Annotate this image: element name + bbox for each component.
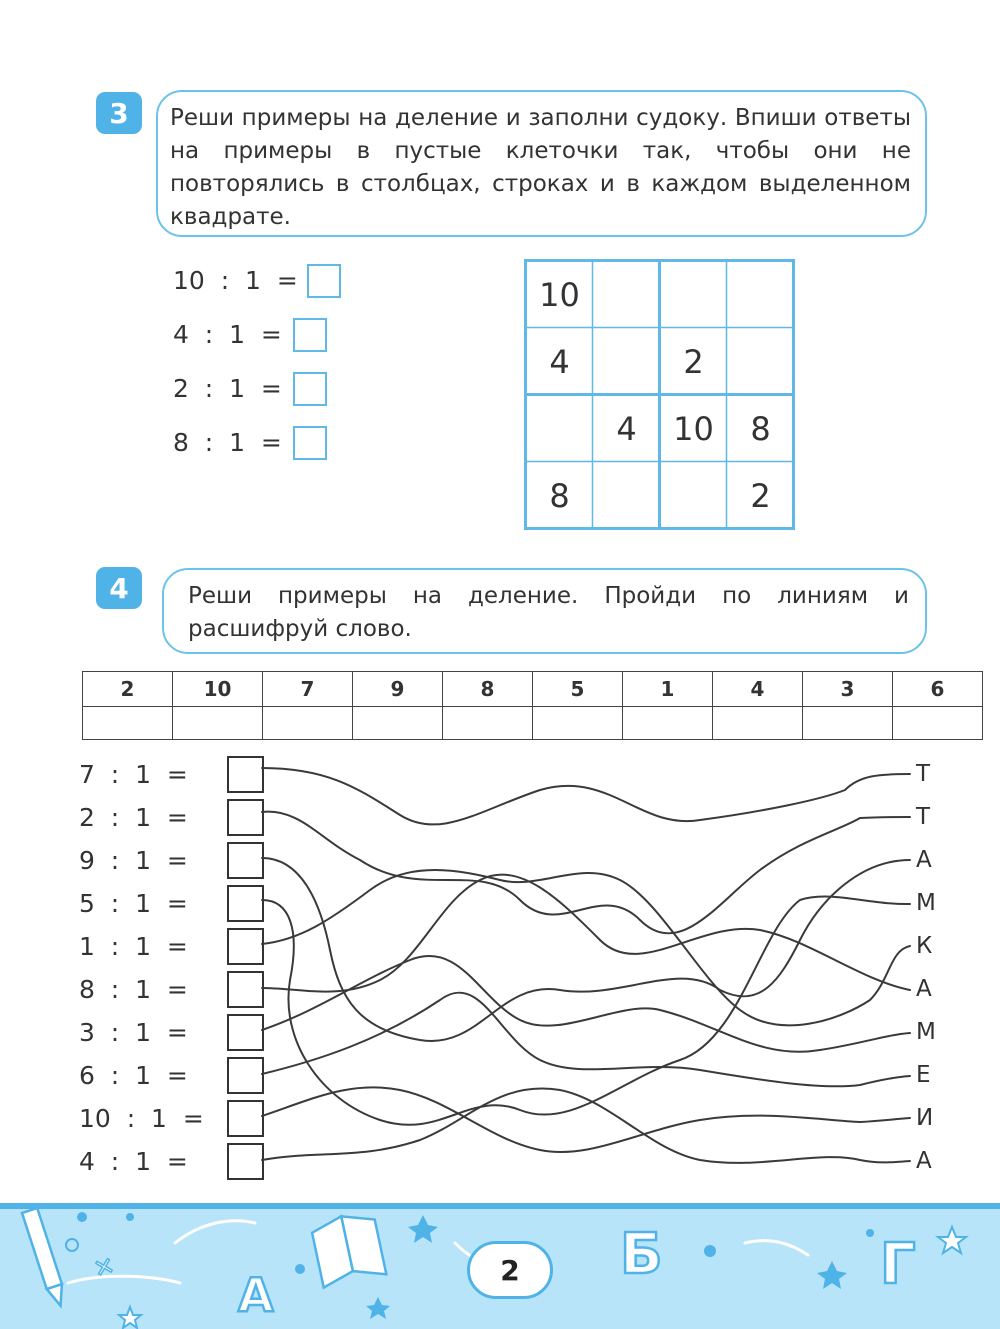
maze-letter: И bbox=[916, 1105, 934, 1131]
maze-line-10 bbox=[262, 1088, 910, 1162]
code-header-cell: 8 bbox=[443, 672, 533, 707]
task4-number-badge: 4 bbox=[96, 567, 142, 609]
maze-line-8 bbox=[262, 993, 910, 1087]
task3-equation: 10 : 1 = bbox=[173, 266, 298, 295]
pencil-icon bbox=[22, 1208, 68, 1308]
code-header-cell: 10 bbox=[173, 672, 263, 707]
book-icon bbox=[310, 1210, 386, 1288]
sudoku-cell: 2 bbox=[750, 476, 771, 515]
maze-line-7 bbox=[262, 956, 910, 1052]
maze-line-6 bbox=[262, 875, 910, 992]
task3-equation: 2 : 1 = bbox=[173, 374, 282, 403]
maze-line-1 bbox=[262, 768, 910, 825]
sudoku-cell: 8 bbox=[549, 476, 570, 515]
sudoku-cell: 2 bbox=[683, 342, 704, 381]
deco-letter-a: А bbox=[238, 1268, 274, 1322]
task4-instruction-text: Реши примеры на деление. Пройди по линиям и расшифруй слово. bbox=[188, 583, 909, 642]
sudoku-cell: 8 bbox=[750, 409, 771, 448]
maze-letter: К bbox=[916, 933, 933, 959]
task4-equation: 9 : 1 = bbox=[79, 846, 188, 875]
maze-letter: Е bbox=[916, 1062, 931, 1088]
maze-line-5 bbox=[262, 870, 910, 1025]
maze-letter: А bbox=[916, 976, 932, 1002]
deco-letter-g: Г bbox=[880, 1232, 916, 1297]
sudoku-cell: 10 bbox=[539, 275, 580, 314]
code-header-cell: 2 bbox=[83, 672, 173, 707]
sudoku-cell: 10 bbox=[673, 409, 714, 448]
task4-equation: 1 : 1 = bbox=[79, 932, 188, 961]
task4-equation: 6 : 1 = bbox=[79, 1061, 188, 1090]
deco-letter-b: Б bbox=[620, 1222, 663, 1287]
task4-equation: 5 : 1 = bbox=[79, 889, 188, 918]
maze-letter: М bbox=[916, 890, 936, 916]
maze-letter: М bbox=[916, 1019, 936, 1045]
sudoku-cell: 4 bbox=[616, 409, 637, 448]
task4-equation: 3 : 1 = bbox=[79, 1018, 188, 1047]
svg-text:+: + bbox=[86, 1245, 123, 1287]
code-header-cell: 5 bbox=[533, 672, 623, 707]
task4-equation: 10 : 1 = bbox=[79, 1104, 204, 1133]
maze-line-4 bbox=[262, 897, 910, 1125]
maze-letter: А bbox=[916, 1148, 932, 1174]
maze-letter: А bbox=[916, 847, 932, 873]
task3-number-badge: 3 bbox=[96, 92, 142, 134]
maze-letter: Т bbox=[916, 804, 931, 830]
code-header-cell: 4 bbox=[713, 672, 803, 707]
code-header-cell: 1 bbox=[623, 672, 713, 707]
maze-line-9 bbox=[262, 1087, 910, 1152]
task3-instruction-text: Реши примеры на деление и заполни судоку. Впиши ответы на примеры в пустые клеточки так, чтобы они не повторялись в столбцах, строках и в каждом выделенном квадрате. bbox=[170, 105, 911, 230]
maze-letter: Т bbox=[916, 761, 931, 787]
task4-equation: 7 : 1 = bbox=[79, 760, 188, 789]
task3-equation: 4 : 1 = bbox=[173, 320, 282, 349]
code-header-cell: 3 bbox=[803, 672, 893, 707]
task4-equation: 4 : 1 = bbox=[79, 1147, 188, 1176]
snowflake-icon bbox=[366, 1215, 847, 1319]
code-header-cell: 6 bbox=[893, 672, 983, 707]
task4-equation: 2 : 1 = bbox=[79, 803, 188, 832]
task3-equation: 8 : 1 = bbox=[173, 428, 282, 457]
code-header-cell: 7 bbox=[263, 672, 353, 707]
sudoku-cell: 4 bbox=[549, 342, 570, 381]
code-header-cell: 9 bbox=[353, 672, 443, 707]
page-number: 2 bbox=[467, 1241, 553, 1299]
task4-equation: 8 : 1 = bbox=[79, 975, 188, 1004]
